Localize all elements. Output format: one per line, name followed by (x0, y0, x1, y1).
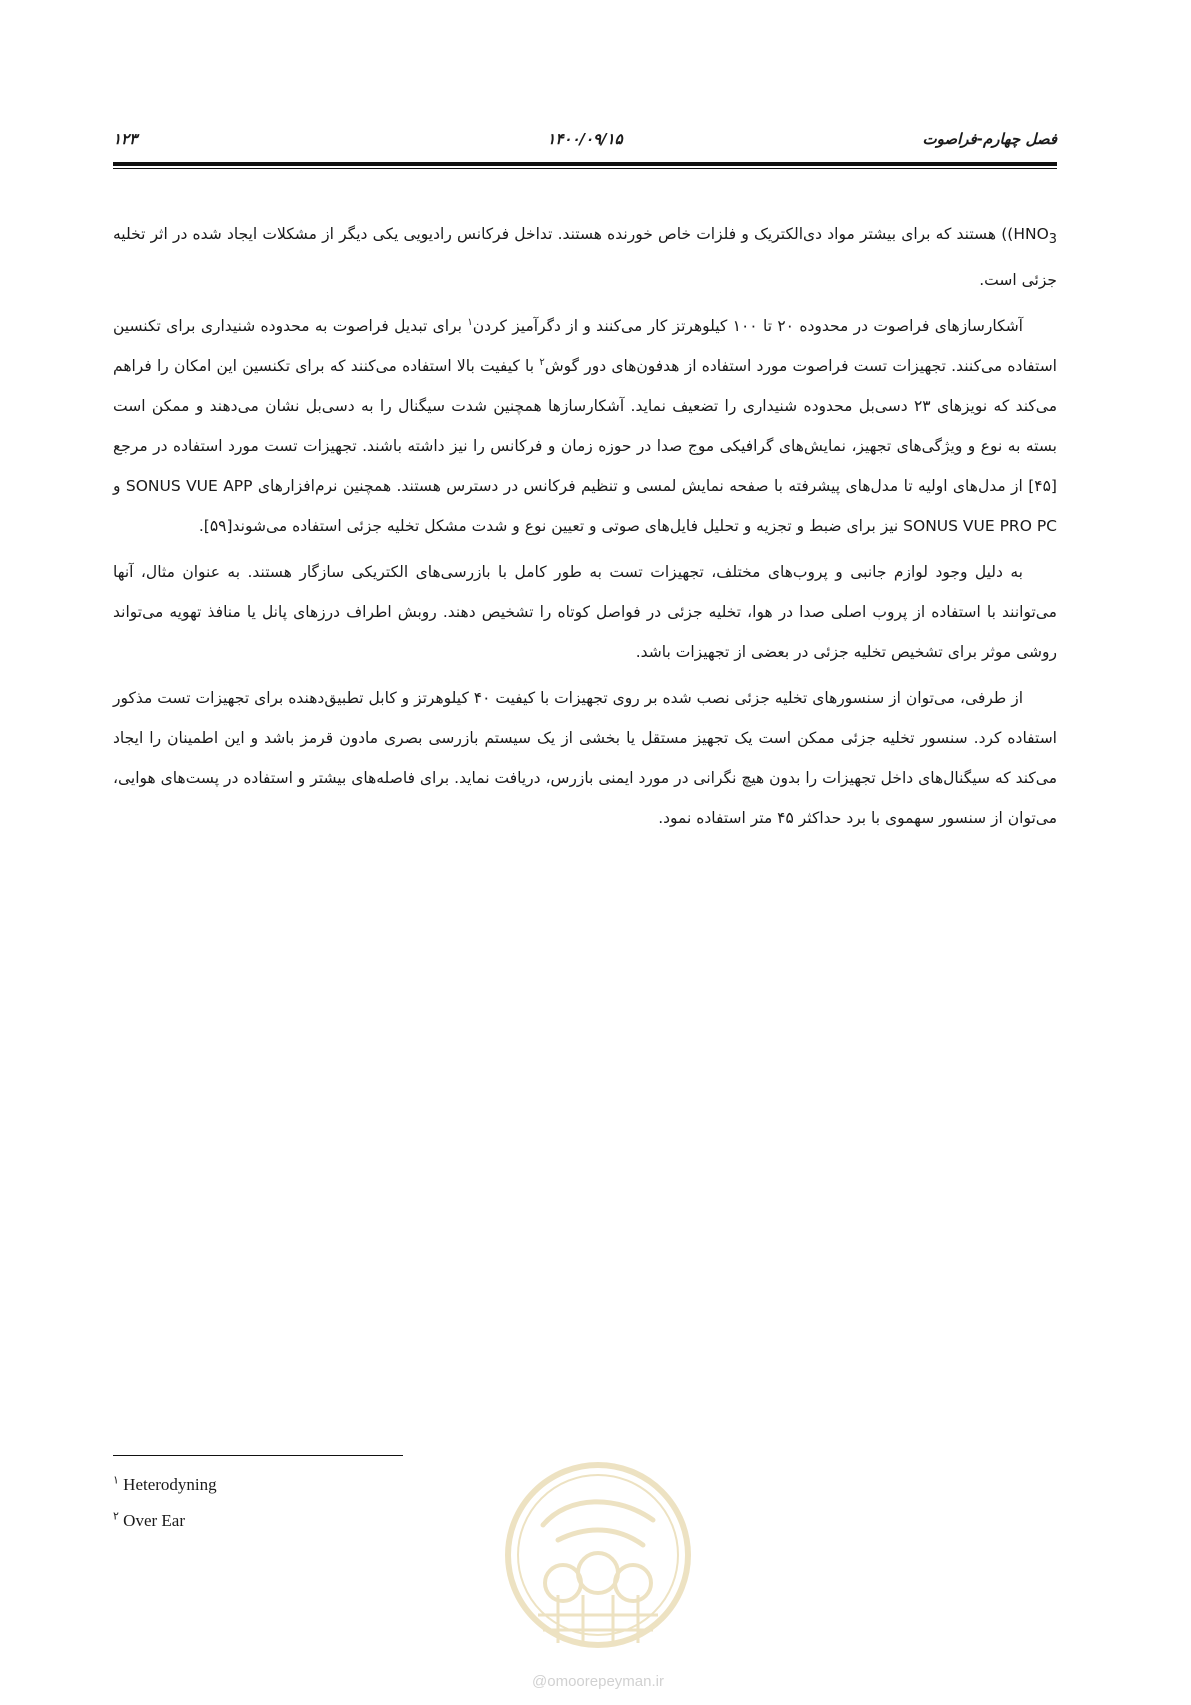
header-rule-thick (113, 162, 1057, 166)
footnote-ref-1[interactable]: ۱ (467, 316, 473, 328)
paragraph-2: آشکارسازهای فراصوت در محدوده ۲۰ تا ۱۰۰ کیلوهرتز کار می‌کنند و از دگرآمیز کردن$^۱$ برای تبدیل فراصوت به محدوده شنیداری برای تکنسین استفاده می‌کنند. تجهیزات تست فراصوت مورد استفاده از هدفون‌های دور گوش$^۲$ با کیفیت بالا استفاده می‌کنند که برای تکنسین این امکان را فراهم می‌کند که نویزهای ۲۳ دسی‌بل محدوده شنیداری را تضعیف نماید. آشکارسازها همچنین شدت سیگنال را به دسی‌بل نشان می‌دهند و ممکن است بسته به نوع و ویژگی‌های تجهیز، نمایش‌های گرافیکی موج صدا در حوزه زمان و فرکانس را نیز داشته باشند. تجهیزات تست مورد استفاده در مرجع [۴۵] از مدل‌های اولیه تا مدل‌های پیشرفته با صفحه نمایش لمسی و تنظیم فرکانس در دسترس هستند. همچنین نرم‌افزارهای SONUS VUE APP و SONUS VUE PRO PC نیز برای ضبط و تجزیه و تحلیل فایل‌های صوتی و تعیین نوع و شدت مشکل تخلیه جزئی استفاده می‌شوند[۵۹]. (113, 316, 1057, 536)
footnote-1: $^۱$ Heterodyning (113, 1474, 217, 1494)
chapter-title: فصل چهارم-فراصوت (922, 130, 1057, 148)
chemical-formula: ($HNO_3$ (1007, 225, 1057, 248)
header-rule-thin (113, 168, 1057, 169)
body-text (113, 214, 1057, 844)
footnote-separator (113, 1455, 403, 1456)
page-header (113, 126, 1057, 156)
seal-icon (498, 1455, 698, 1665)
page-number: ۱۲۳ (113, 130, 138, 148)
watermark-logo (498, 1455, 698, 1705)
paragraph-1 (113, 214, 1057, 300)
footnote-ref-2[interactable]: ۲ (539, 356, 545, 368)
watermark-url: @omoorepeyman.ir (532, 1673, 664, 1690)
footnote-2: $^۲$ Over Ear (113, 1510, 185, 1530)
footnotes (113, 1467, 217, 1539)
paragraph-4: از طرفی، می‌توان از سنسورهای تخلیه جزئی نصب شده بر روی تجهیزات با کیفیت ۴۰ کیلوهرتز و کابل تطبیق‌دهنده برای تجهیزات تست مذکور استفاده کرد. سنسور تخلیه جزئی ممکن است یک تجهیز مستقل یا بخشی از یک سیستم بازرسی بصری مادون قرمز باشد و این اطمینان را ایجاد می‌کند که سیگنال‌های داخل تجهیزات را بدون هیچ نگرانی در مورد ایمنی بازرس، دریافت نماید. برای فاصله‌های بیشتر و استفاده در پست‌های هوایی، می‌توان از سنسور سهموی با برد حداکثر ۴۵ متر استفاده نمود. (113, 689, 1057, 828)
paragraph-3: به دلیل وجود لوازم جانبی و پروب‌های مختلف، تجهیزات تست به طور کامل با بازرسی‌های الکتریکی سازگار هستند. به عنوان مثال، آنها می‌توانند با استفاده از پروب اصلی صدا در هوا، تخلیه جزئی در فواصل کوتاه را تشخیص دهند. روبش اطراف درزهای پانل یا منافذ تهویه می‌تواند روشی موثر برای تشخیص تخلیه جزئی در بعضی از تجهیزات باشد. (113, 563, 1057, 662)
paragraph-1-text: ) هستند که برای بیشتر مواد دی‌الکتریک و فلزات خاص خورنده هستند. تداخل فرکانس رادیویی یکی دیگر از مشکلات ایجاد شده در اثر تخلیه جزئی است. (113, 225, 1057, 290)
header-date: ۱۴۰۰/۰۹/۱۵ (547, 130, 623, 148)
